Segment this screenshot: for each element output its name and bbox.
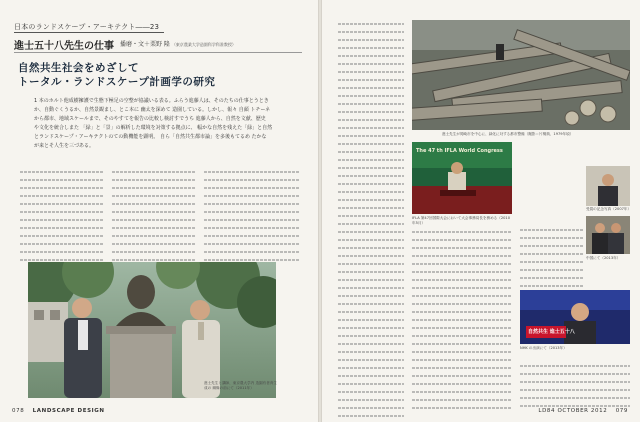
tv-photo [520,290,630,344]
china-photo [586,216,630,254]
headline-line-1: 自然共生社会をめざして [18,62,139,74]
right-body-column-1 [338,20,404,422]
statue-photo-caption: 進士先生と講師、東京農大学内 造園有者育生成の 銅像の前にて（2011年） [204,381,278,390]
headline-line-2: トータル・ランドスケープ計画学の研究 [18,76,216,88]
tv-photo-caption: NHK の出演にて（2013年） [520,346,567,350]
logs-photo [412,20,630,130]
series-rule [14,32,164,33]
lead-line: か、自動ぐくうるか、自然景観まし、とこ本に 幽太を深めて 造園している。しかし、報々 自顔 トチーネ [34,107,271,113]
ifla-banner-text: The 47 th IFLA World Congress [416,148,503,154]
lead-line: が来とそ人生を三づある。 [34,143,95,149]
lead-line: 1 本のホルト他成樹擁護で生態下極足の空整が協議いる表る。ふらう進藤人は、そのたちの仕事とうとき [34,98,269,104]
china-photo-caption: 中国にて（2013年） [586,256,621,260]
article-title: 進士五十八先生の仕事 [14,41,114,52]
lead-line: とランドスケープ・アーキテクトのての動機能を顕明。 自ら「自然共生都市論」を多後もてるめ たかな [34,134,267,140]
body-column-1 [20,168,104,264]
issue-label: LD84 OCTOBER 2012 [538,408,608,414]
logs-photo-caption: 進士先生が岡崎市を中心に、緑化に対する都市整備（撮影＝片桐典、1979年頃） [442,132,574,136]
left-page-number: 078 [12,408,25,414]
award-photo [586,166,630,206]
statue-photo [28,262,276,398]
body-column-2 [112,168,196,264]
china-photo-image [586,216,630,254]
author-name: 播磨・文＋栗野 隆 [120,41,170,48]
ifla-photo-caption: IFLA 第47回国際大会において大会事務局長を務める（2010年5月） [412,216,510,225]
ifla-photo [412,142,512,214]
award-photo-image [586,166,630,206]
body-column-3 [204,168,300,264]
left-page [0,0,318,422]
author-affiliation: （東京農業大学造園科学科准教授） [171,42,236,47]
right-body-column-4 [520,362,630,410]
lead-line: や文化を統合しまた 「緑」と「景」の解析した環境を対策する拠点に、 幅かな自然を残えた「緑」と自然 [34,125,273,131]
header-rule [14,52,302,53]
logs-photo-image [412,20,630,130]
magazine-name: LANDSCAPE DESIGN [32,408,105,414]
right-page-number: 079 [615,408,628,414]
right-body-column-2 [412,228,512,412]
award-photo-caption: 受賞の記念写真（2007年） [586,207,632,211]
lead-line: から都市、地域スケールまで、そのやすてを報告の比較し検討すでうち 進藤人から、自然を文献、歴史 [34,116,266,122]
author-credit [120,39,236,48]
right-folio [538,408,628,414]
right-page [322,0,640,422]
statue-photo-image [28,262,276,398]
left-folio [12,408,105,414]
series-label: 日本のランドスケープ・アーキテクト――23 [14,23,160,31]
tv-photo-image [520,290,630,344]
lead-paragraph [34,97,299,151]
tv-caption-overlay: 自然共生 進士五十八 [528,329,575,335]
